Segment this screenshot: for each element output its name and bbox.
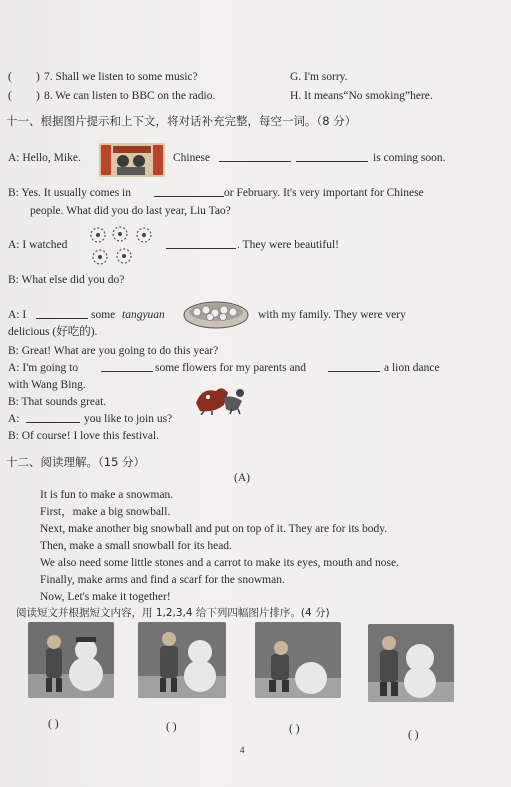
q8-paren: (: [8, 90, 12, 102]
answer-bracket-4[interactable]: ( ): [408, 729, 419, 741]
reading-line-6: Finally, make arms and find a scarf for the snowman.: [40, 574, 285, 586]
s11-line9-a: A:: [8, 413, 20, 425]
q8-close: ): [36, 90, 40, 102]
blank-4[interactable]: [166, 238, 236, 249]
s11-line5-c: tangyuan: [122, 309, 165, 321]
s11-line3-b: . They were beautiful!: [237, 239, 339, 251]
part-a-label: (A): [234, 472, 250, 484]
reading-line-7: Now, Let's make it together!: [40, 591, 171, 603]
blank-8[interactable]: [26, 412, 80, 423]
answer-bracket-3[interactable]: ( ): [289, 723, 300, 735]
s11-line2-c: people. What did you do last year, Liu Tao?: [30, 205, 231, 217]
lion-dance-picture: [192, 383, 250, 415]
reading-line-5: We also need some little stones and a carrot to make its eyes, mouth and nose.: [40, 557, 399, 569]
snowman-picture-2: [138, 622, 226, 698]
s11-line5-a: A: I: [8, 309, 27, 321]
section11-title: 十一、根据图片提示和上下文，将对话补充完整，每空一词。（8 分）: [6, 114, 357, 128]
s11-line5-e: delicious (好吃的).: [8, 326, 98, 338]
s11-line9-b: you like to join us?: [84, 413, 173, 425]
snowman-picture-4: [368, 624, 454, 702]
s11-line1-c: is coming soon.: [373, 152, 446, 164]
s11-line8: B: That sounds great.: [8, 396, 107, 408]
blank-5[interactable]: [36, 308, 88, 319]
blank-7[interactable]: [328, 361, 380, 372]
s11-line6: B: Great! What are you going to do this year?: [8, 345, 219, 357]
q7-paren: (: [8, 71, 12, 83]
reading-line-2: First，make a big snowball.: [40, 506, 171, 518]
s11-line3-a: A: I watched: [8, 239, 68, 251]
q7-close: ): [36, 71, 40, 83]
s11-line2-a: B: Yes. It usually comes in: [8, 187, 131, 199]
answer-bracket-2[interactable]: ( ): [166, 721, 177, 733]
fireworks-picture: [86, 225, 158, 267]
blank-2[interactable]: [296, 151, 368, 162]
reading-line-4: Then, make a small snowball for its head.: [40, 540, 232, 552]
tangyuan-picture: [183, 297, 249, 329]
q7-text: 7. Shall we listen to some music?: [44, 71, 198, 83]
blank-6[interactable]: [101, 361, 153, 372]
q8-text: 8. We can listen to BBC on the radio.: [44, 90, 216, 102]
s11-line7-b: some flowers for my parents and: [155, 362, 307, 374]
s11-line1-a: A: Hello, Mike.: [8, 152, 81, 164]
s11-line7-c: a lion dance: [384, 362, 440, 374]
page-number: 4: [240, 745, 245, 755]
s11-line5-d: with my family. They were very: [258, 309, 406, 321]
s11-line5-b: some: [91, 309, 116, 321]
reading-line-3: Next, make another big snowball and put on top of it. They are for its body.: [40, 523, 388, 535]
q7-answer: G. I'm sorry.: [290, 71, 348, 83]
reading-line-1: It is fun to make a snowman.: [40, 489, 174, 501]
snowman-picture-3: [255, 622, 341, 698]
s11-line4: B: What else did you do?: [8, 274, 125, 286]
section12-title: 十二、阅读理解。（15 分）: [6, 455, 146, 469]
s11-line7-d: with Wang Bing.: [8, 379, 86, 391]
s11-line10: B: Of course! I love this festival.: [8, 430, 160, 442]
reading-instruction: 阅读短文并根据短文内容，用 1,2,3,4 给下列四幅图片排序。(4 分): [16, 607, 330, 619]
answer-bracket-1[interactable]: ( ): [48, 718, 59, 730]
s11-line2-b: or February. It's very important for Chinese: [224, 187, 424, 199]
blank-1[interactable]: [219, 151, 291, 162]
s11-line7-a: A: I'm going to: [8, 362, 79, 374]
q8-answer: H. It means“No smoking”here.: [290, 90, 433, 102]
s11-line1-b: Chinese: [173, 152, 211, 164]
chinese-new-year-picture: [99, 143, 165, 177]
blank-3[interactable]: [154, 186, 224, 197]
snowman-picture-1: [28, 622, 114, 698]
